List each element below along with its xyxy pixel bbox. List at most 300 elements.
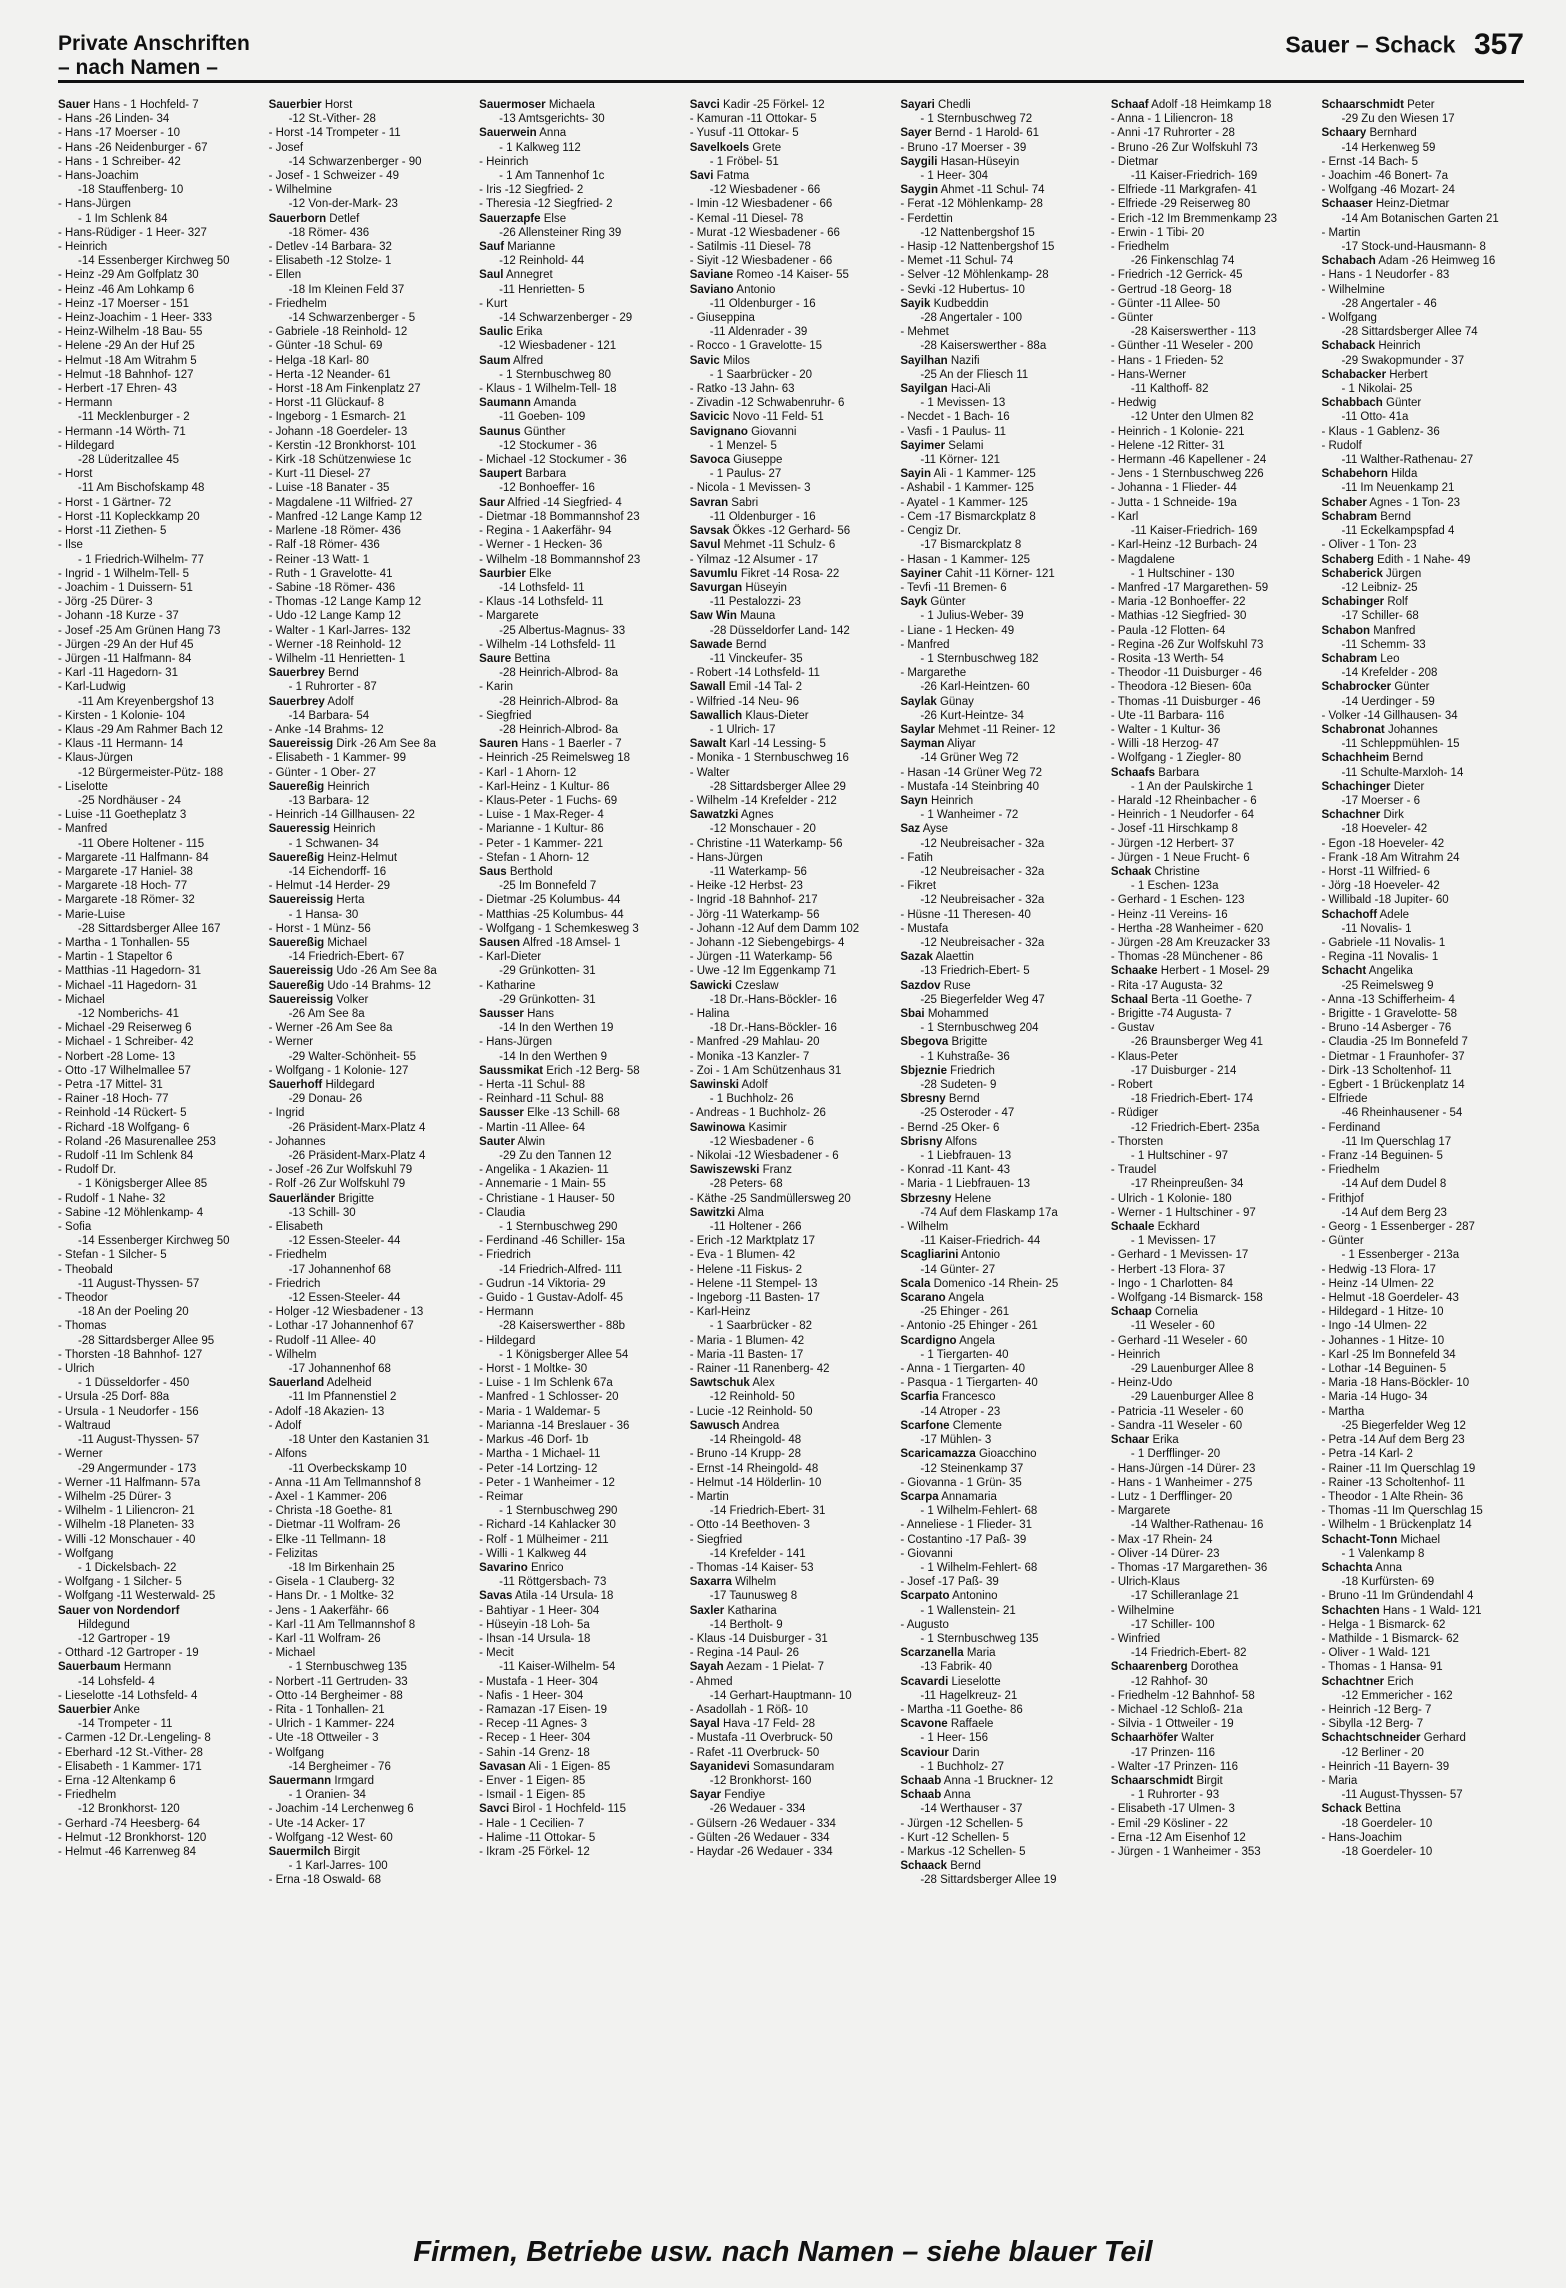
listing-entry <box>690 1675 897 1689</box>
entry-text: -18 Kurfürsten- 69 <box>1341 1576 1435 1589</box>
entry-text: Helene <box>954 1192 992 1205</box>
entry-text: Alex <box>752 1377 775 1390</box>
entry-text: - Eva - 1 Blumen- 42 <box>689 1249 796 1262</box>
listing-entry <box>900 1277 1107 1291</box>
listing-entry <box>1111 538 1318 552</box>
surname: Schachinger <box>1321 780 1391 793</box>
surname: Savci <box>689 99 720 111</box>
entry-text: - Robert -14 Lothsfeld- 11 <box>689 667 820 680</box>
listing-entry <box>690 1589 897 1603</box>
listing-entry <box>1321 1689 1528 1703</box>
listing-entry <box>269 993 476 1007</box>
entry-text: - Gertrud -18 Georg- 18 <box>1110 283 1232 296</box>
entry-text: Leo <box>1380 652 1400 665</box>
entry-text: Elke -13 Schill- 68 <box>527 1107 620 1120</box>
listing-entry <box>58 624 265 638</box>
entry-text: - Hans-Jürgen <box>689 851 763 864</box>
entry-text: -14 Barbara- 54 <box>288 709 370 722</box>
entry-text: - Thomas -12 Lange Kamp 12 <box>268 596 422 609</box>
listing-entry <box>900 1021 1107 1035</box>
listing-entry <box>269 141 476 155</box>
surname: Sauerbaum <box>58 1661 121 1674</box>
surname: Scaricamazza <box>900 1448 976 1461</box>
entry-text: - Werner -18 Reinhold- 12 <box>268 638 402 651</box>
listing-entry <box>690 1121 897 1135</box>
listing-entry <box>1111 226 1318 240</box>
listing-entry <box>690 1518 897 1532</box>
entry-text: - Robert <box>1110 1079 1153 1092</box>
listing-entry <box>479 993 686 1007</box>
listing-entry <box>1111 1689 1318 1703</box>
entry-text: Klaus-Dieter <box>745 709 809 722</box>
listing-entry <box>690 1447 897 1461</box>
entry-text: Gerhard <box>1423 1732 1466 1745</box>
listing-entry <box>58 1703 265 1717</box>
listing-entry <box>58 922 265 936</box>
surname: Sauereßig <box>268 979 325 992</box>
listing-entry <box>1321 1021 1528 1035</box>
entry-text: - Rudolf - 1 Nahe- 32 <box>58 1192 166 1205</box>
entry-text: - Lothar -14 Beguinen- 5 <box>1321 1363 1447 1376</box>
entry-text: - Andreas - 1 Buchholz- 26 <box>689 1107 826 1120</box>
entry-text: - Werner - 1 Hecken- 36 <box>479 539 603 552</box>
entry-text: Alwin <box>517 1135 545 1148</box>
listing-entry <box>900 1206 1107 1220</box>
surname: Schacht <box>1321 965 1367 978</box>
listing-entry <box>479 780 686 794</box>
listing-entry <box>1321 1731 1528 1745</box>
entry-text: - Rainer -13 Scholtenhof- 11 <box>1321 1476 1466 1489</box>
surname: Savumlu <box>689 567 738 580</box>
listing-entry <box>1321 695 1528 709</box>
entry-text: Brigitte <box>338 1192 375 1205</box>
entry-text: - Ingeborg - 1 Esmarch- 21 <box>268 411 406 424</box>
entry-text: - Peter -14 Lortzing- 12 <box>479 1462 598 1475</box>
entry-text: - Nicola - 1 Mevissen- 3 <box>689 482 811 495</box>
entry-text: - Thomas -11 Im Querschlag 15 <box>1321 1505 1483 1518</box>
entry-text: Chedli <box>938 99 971 111</box>
entry-text: Irmgard <box>334 1774 375 1787</box>
listing-entry <box>900 1802 1107 1816</box>
listing-entry <box>269 325 476 339</box>
entry-text: - Walter <box>689 766 730 779</box>
listing-entry <box>479 695 686 709</box>
listing-entry <box>1321 1433 1528 1447</box>
listing-entry <box>58 226 265 240</box>
listing-entry <box>269 1604 476 1618</box>
entry-text: - Reinhold -14 Rückert- 5 <box>58 1107 187 1120</box>
entry-text: - Petra -17 Mittel- 31 <box>58 1079 163 1092</box>
listing-entry <box>900 780 1107 794</box>
surname: Saurbier <box>479 567 526 580</box>
listing-entry <box>1321 1817 1528 1831</box>
surname: Sauermilch <box>268 1845 331 1858</box>
surname: Schachner <box>1321 809 1381 822</box>
entry-text: -12 Neubreisacher - 32a <box>920 936 1045 949</box>
entry-text: - Maria -12 Bonhoeffer- 22 <box>1110 596 1246 609</box>
entry-text: - Jörg -25 Dürer- 3 <box>58 596 153 609</box>
listing-entry <box>269 538 476 552</box>
entry-text: Antonio <box>961 1249 1001 1262</box>
entry-text: - 1 Karl-Jarres- 100 <box>288 1860 388 1873</box>
entry-text: - Heinz -46 Am Lohkamp 6 <box>58 283 195 296</box>
surname: Scarzanella <box>900 1647 964 1660</box>
listing-entry <box>269 410 476 424</box>
surname: Scardigno <box>900 1334 957 1347</box>
surname: Saz <box>900 823 921 836</box>
listing-entry <box>1111 1618 1318 1632</box>
listing-entry <box>58 1589 265 1603</box>
entry-text: - Helga -18 Karl- 80 <box>268 354 369 367</box>
surname: Schaarschmidt <box>1321 99 1404 111</box>
listing-entry <box>479 1476 686 1490</box>
entry-text: -17 Schilleranlage 21 <box>1130 1590 1239 1603</box>
entry-text: Elke <box>529 567 552 580</box>
entry-text: - Zoi - 1 Am Schützenhaus 31 <box>689 1064 842 1077</box>
entry-text: - Regina -14 Paul- 26 <box>689 1647 800 1660</box>
entry-text: Selami <box>948 439 984 452</box>
listing-entry <box>1321 595 1528 609</box>
listing-entry <box>690 1831 897 1845</box>
listing-entry <box>269 1334 476 1348</box>
listing-entry <box>269 1646 476 1660</box>
listing-entry <box>479 425 686 439</box>
listing-entry <box>269 354 476 368</box>
listing-entry <box>58 837 265 851</box>
entry-text: - Roland -26 Masurenallee 253 <box>58 1135 216 1148</box>
listing-entry <box>269 155 476 169</box>
listing-entry <box>1111 1021 1318 1035</box>
listing-entry <box>1321 1604 1528 1618</box>
listing-entry <box>1321 1050 1528 1064</box>
entry-text: - Hasip -12 Nattenbergshof 15 <box>900 241 1055 254</box>
listing-entry <box>1111 1106 1318 1120</box>
entry-text: - Rudolf -11 Im Schlenk 84 <box>58 1150 194 1163</box>
listing-entry <box>479 538 686 552</box>
listing-entry <box>1111 439 1318 453</box>
entry-text: - Hans - 1 Frieden- 52 <box>1110 354 1224 367</box>
listing-entry <box>1111 311 1318 325</box>
entry-text: - Jens - 1 Sternbuschweg 226 <box>1110 468 1264 481</box>
entry-text: - Lieselotte -14 Lothsfeld- 4 <box>58 1689 198 1702</box>
surname: Sauerborn <box>268 212 327 225</box>
listing-entry <box>479 283 686 297</box>
entry-text: - Joachim -46 Bonert- 7a <box>1321 170 1449 183</box>
entry-text: - Gisela - 1 Clauberg- 32 <box>268 1576 395 1589</box>
entry-text: -46 Rheinhausener - 54 <box>1341 1107 1463 1120</box>
entry-text: - Cengiz Dr. <box>900 525 962 538</box>
entry-text: - Käthe -25 Sandmüllersweg 20 <box>689 1192 851 1205</box>
listing-entry <box>1321 680 1528 694</box>
entry-text: -28 Kaiserswerther - 88a <box>920 340 1047 353</box>
listing-entry <box>58 1007 265 1021</box>
listing-entry <box>1321 226 1528 240</box>
listing-entry <box>479 624 686 638</box>
surname: Savicic <box>689 411 730 424</box>
entry-text: Hava -17 Feld- 28 <box>723 1718 816 1731</box>
surname: Schachta <box>1321 1561 1373 1574</box>
listing-entry <box>269 581 476 595</box>
listing-entry <box>1321 1774 1528 1788</box>
listing-entry <box>58 1433 265 1447</box>
listing-entry <box>1321 979 1528 993</box>
listing-entry <box>900 368 1107 382</box>
entry-text: - Martin <box>689 1490 729 1503</box>
surname: Schaap <box>1110 1306 1152 1319</box>
listing-entry <box>1111 1760 1318 1774</box>
listing-entry <box>269 98 476 112</box>
listing-entry <box>1321 510 1528 524</box>
listing-entry <box>1111 766 1318 780</box>
entry-text: - Wilhelm -14 Lothsfeld- 11 <box>479 638 616 651</box>
listing-entry <box>479 439 686 453</box>
entry-text: -17 Moerser - 6 <box>1341 794 1421 807</box>
entry-text: - Rolf -26 Zur Wolfskuhl 79 <box>268 1178 406 1191</box>
entry-text: - Klaus-Peter <box>1110 1050 1178 1063</box>
page-number: 357 <box>1473 28 1524 61</box>
listing-entry <box>58 524 265 538</box>
listing-entry <box>1111 723 1318 737</box>
entry-text: - Manfred <box>900 638 950 651</box>
entry-text: -17 Stock-und-Hausmann- 8 <box>1341 241 1486 254</box>
entry-text: - Heinrich -12 Berg- 7 <box>1321 1703 1432 1716</box>
entry-text: Mauna <box>740 610 776 623</box>
entry-text: - Maria - 1 Blumen- 42 <box>689 1334 805 1347</box>
listing-entry <box>479 1319 686 1333</box>
listing-entry <box>1321 1135 1528 1149</box>
entry-text: -28 Lüderitzallee 45 <box>78 454 180 467</box>
entry-text: - Gerhard - 1 Eschen- 123 <box>1110 894 1245 907</box>
listing-entry <box>900 567 1107 581</box>
listing-entry <box>269 1831 476 1845</box>
listing-entry <box>269 496 476 510</box>
surname: Sayk <box>900 596 928 609</box>
listing-entry <box>58 695 265 709</box>
entry-text: -14 Rheingold- 48 <box>709 1434 802 1447</box>
surname: Sbegova <box>900 1036 949 1049</box>
entry-text: - 1 Saarbrücker - 82 <box>709 1320 812 1333</box>
listing-entry <box>269 652 476 666</box>
entry-text: - Bruno -14 Asberger - 76 <box>1321 1022 1452 1035</box>
listing-entry <box>479 141 686 155</box>
listing-entry <box>479 212 686 226</box>
listing-entry <box>269 396 476 410</box>
listing-entry <box>58 510 265 524</box>
listing-entry <box>58 751 265 765</box>
listing-entry <box>1111 837 1318 851</box>
entry-text: -14 Werthauser - 37 <box>920 1803 1023 1816</box>
surname: Schaafs <box>1110 766 1155 779</box>
entry-text: Michael <box>1400 1533 1441 1546</box>
surname: Schaar <box>1110 1434 1150 1447</box>
listing-entry <box>1111 609 1318 623</box>
entry-text: - 1 Tiergarten- 40 <box>920 1348 1009 1361</box>
listing-entry <box>690 766 897 780</box>
listing-entry <box>1321 950 1528 964</box>
listing-entry <box>1111 1675 1318 1689</box>
listing-entry <box>1111 950 1318 964</box>
listing-entry <box>690 1618 897 1632</box>
entry-text: - Günter - 1 Ober- 27 <box>268 766 376 779</box>
listing-entry <box>1111 1660 1318 1674</box>
entry-text: - Karl <box>1110 510 1139 523</box>
listing-entry <box>1321 1646 1528 1660</box>
surname: Saure <box>479 652 512 665</box>
entry-text: - Karl-Heinz - 1 Kultur- 86 <box>479 780 610 793</box>
entry-text: - 1 Julius-Weber- 39 <box>920 610 1024 623</box>
listing-entry <box>269 1263 476 1277</box>
listing-entry <box>900 1106 1107 1120</box>
listing-entry <box>58 808 265 822</box>
entry-text: Hans - 1 Baerler - 7 <box>521 738 622 751</box>
listing-entry <box>690 1490 897 1504</box>
listing-entry <box>479 638 686 652</box>
listing-entry <box>1321 1064 1528 1078</box>
surname: Saw Win <box>689 610 737 623</box>
listing-entry <box>479 1561 686 1575</box>
entry-text: - Helene -29 An der Huf 25 <box>58 340 195 353</box>
entry-text: - Ramazan -17 Eisen- 19 <box>479 1703 607 1716</box>
listing-entry <box>1321 851 1528 865</box>
surname: Scala <box>900 1277 931 1290</box>
listing-entry <box>269 979 476 993</box>
entry-text: - 1 Sternbuschweg 182 <box>920 652 1039 665</box>
listing-entry <box>1321 283 1528 297</box>
entry-text: - Waltraud <box>58 1419 111 1432</box>
listing-entry <box>269 737 476 751</box>
listing-entry <box>690 1533 897 1547</box>
listing-entry <box>690 1845 897 1859</box>
entry-text: - 1 Sternbuschweg 80 <box>499 368 612 381</box>
listing-entry <box>900 1831 1107 1845</box>
entry-text: -28 Sittardsberger Allee 29 <box>709 780 846 793</box>
listing-entry <box>269 851 476 865</box>
entry-text: -12 Bronkhorst- 160 <box>709 1774 812 1787</box>
entry-text: -18 Unter den Kastanien 31 <box>288 1434 430 1447</box>
listing-entry <box>1111 1419 1318 1433</box>
entry-text: -12 Friedrich-Ebert- 235a <box>1130 1121 1260 1134</box>
entry-text: - 1 Essenberger - 213a <box>1341 1249 1460 1262</box>
entry-text: Giuseppe <box>733 454 783 467</box>
entry-text: -14 Bergheimer - 76 <box>288 1760 391 1773</box>
entry-text: -14 Schwarzenberger - 29 <box>499 312 633 325</box>
entry-text: -29 Lauenburger Allee 8 <box>1130 1391 1254 1404</box>
entry-text: Eckhard <box>1157 1221 1200 1234</box>
listing-entry <box>1111 169 1318 183</box>
entry-text: Marianne <box>507 241 556 254</box>
surname: Savas <box>479 1590 513 1603</box>
entry-text: Lieselotte <box>951 1675 1001 1688</box>
listing-entry <box>900 1163 1107 1177</box>
entry-text: - 1 Schwanen- 34 <box>288 837 379 850</box>
surname: Sauerhoff <box>268 1079 323 1092</box>
entry-text: -28 Sudeten- 9 <box>920 1079 997 1092</box>
listing-entry <box>690 1135 897 1149</box>
listing-entry <box>900 467 1107 481</box>
listing-entry <box>1321 865 1528 879</box>
entry-text: - Fatih <box>900 851 933 864</box>
listing-entry <box>1321 964 1528 978</box>
surname: Savarino <box>479 1561 528 1574</box>
listing-entry <box>900 1561 1107 1575</box>
entry-text: - 1 Am Tannenhof 1c <box>499 170 605 183</box>
entry-text: - Hasan - 1 Kammer- 125 <box>900 553 1031 566</box>
listing-entry <box>690 1007 897 1021</box>
listing-entry <box>690 1319 897 1333</box>
listing-entry <box>479 1192 686 1206</box>
listing-entry <box>58 709 265 723</box>
listing-entry <box>1321 1802 1528 1816</box>
listing-entry <box>479 1390 686 1404</box>
entry-text: - Ute -11 Barbara- 116 <box>1110 709 1225 722</box>
entry-text: Wilhelm <box>735 1576 777 1589</box>
listing-entry <box>58 1561 265 1575</box>
surname: Sayilhan <box>900 354 948 367</box>
listing-entry <box>269 1177 476 1191</box>
entry-text: - Heinz-Joachim - 1 Heer- 333 <box>58 312 213 325</box>
entry-text: -14 Lohsfeld- 4 <box>78 1675 155 1688</box>
listing-entry <box>1321 553 1528 567</box>
entry-text: - Thomas <box>58 1320 107 1333</box>
entry-text: Dirk -26 Am See 8a <box>336 738 437 751</box>
listing-entry <box>58 581 265 595</box>
entry-text: - Bruno -14 Krupp- 28 <box>689 1448 801 1461</box>
entry-text: -14 Friedrich-Ebert- 82 <box>1130 1647 1247 1660</box>
surname: Sayanidevi <box>689 1760 750 1773</box>
surname: Sawinowa <box>689 1121 746 1134</box>
listing-entry <box>1321 1291 1528 1305</box>
entry-text: -11 Schemm- 33 <box>1341 638 1426 651</box>
listing-entry <box>690 1064 897 1078</box>
listing-entry <box>690 1433 897 1447</box>
listing-entry <box>269 1348 476 1362</box>
entry-text: - Oliver - 1 Ton- 23 <box>1321 539 1417 552</box>
entry-text: - Manfred - 1 Schlosser- 20 <box>479 1391 619 1404</box>
listing-entry <box>900 197 1107 211</box>
entry-text: Domenico -14 Rhein- 25 <box>933 1277 1059 1290</box>
listing-entry <box>269 1206 476 1220</box>
listing-entry <box>1111 1731 1318 1745</box>
listing-entry <box>1321 382 1528 396</box>
surname: Scarano <box>900 1292 946 1305</box>
listing-entry <box>690 1078 897 1092</box>
listing-entry <box>269 268 476 282</box>
entry-text: -11 Oldenburger - 16 <box>709 510 816 523</box>
listing-entry <box>900 1291 1107 1305</box>
listing-entry <box>479 240 686 254</box>
entry-text: - Thomas -28 Münchener - 86 <box>1110 951 1263 964</box>
listing-entry <box>479 581 686 595</box>
listing-entry <box>690 226 897 240</box>
listing-entry <box>1321 98 1528 112</box>
surname: Sayilgan <box>900 383 948 396</box>
entry-text: - Manfred -12 Lange Kamp 12 <box>268 510 423 523</box>
listing-entry <box>900 1646 1107 1660</box>
entry-text: Herbert <box>1389 368 1428 381</box>
listing-entry <box>900 893 1107 907</box>
entry-text: - Margarete -18 Hoch- 77 <box>58 880 188 893</box>
entry-text: -28 Angertaler - 100 <box>920 312 1022 325</box>
listing-entry <box>900 1788 1107 1802</box>
entry-text: -11 Aldenrader - 39 <box>709 326 808 339</box>
entry-text: - Gudrun -14 Viktoria- 29 <box>479 1277 606 1290</box>
entry-text: Haci-Ali <box>950 383 991 396</box>
entry-text: - 1 Wilhelm-Fehlert- 68 <box>920 1561 1038 1574</box>
listing-entry <box>479 1447 686 1461</box>
entry-text: - Detlev -14 Barbara- 32 <box>268 241 392 254</box>
listing-entry <box>690 638 897 652</box>
listing-entry <box>479 808 686 822</box>
